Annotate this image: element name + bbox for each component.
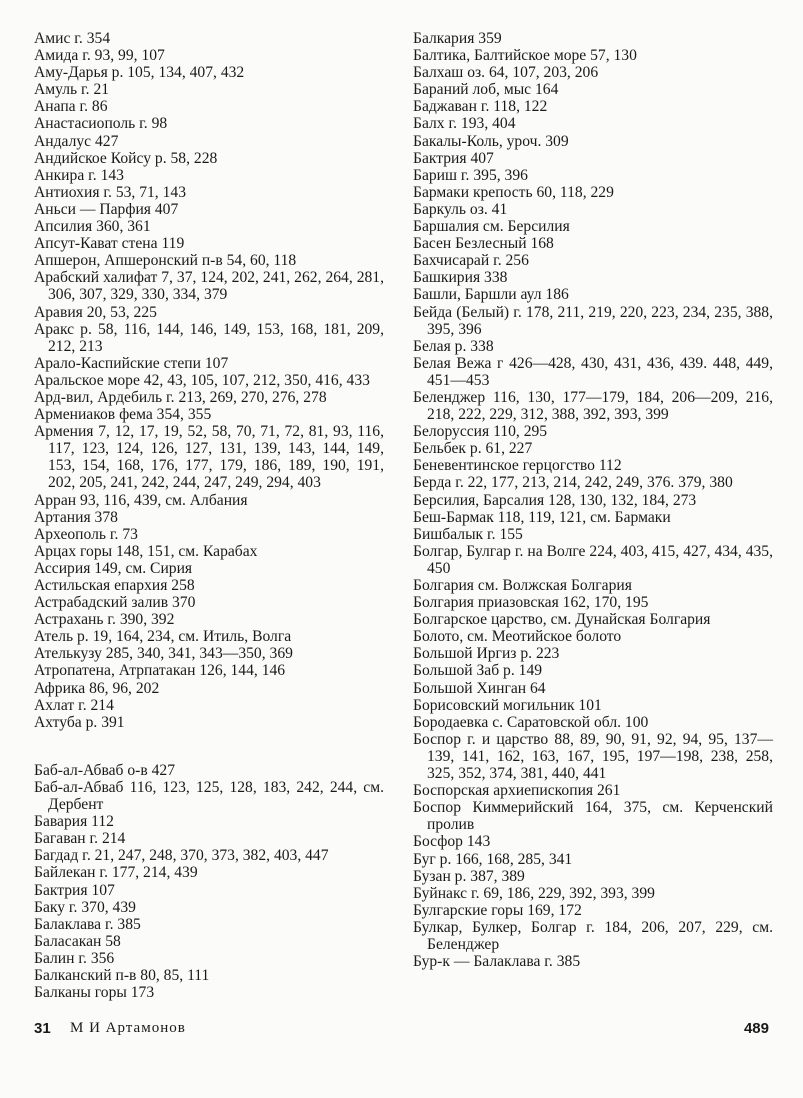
- index-entry: Белая р. 338: [413, 337, 494, 355]
- index-entry: Беш-Бармак 118, 119, 121, см. Бармаки: [413, 508, 671, 526]
- index-entry: Болото, см. Меотийское болото: [413, 628, 622, 646]
- index-entry: Бактрия 107: [34, 881, 115, 899]
- index-entry: Баркуль оз. 41: [413, 200, 508, 218]
- index-entry: Бариш г. 395, 396: [413, 166, 528, 184]
- index-entry: Боспорская архиепископия 261: [413, 782, 621, 800]
- index-entry: Аму-Дарья р. 105, 134, 407, 432: [34, 64, 245, 82]
- index-entry: Баджаван г. 118, 122: [413, 98, 548, 116]
- index-entry: Астрабадский залив 370: [34, 594, 196, 612]
- index-entry: Багаван г. 214: [34, 830, 126, 848]
- index-entry: Белая Вежа г 426—428, 430, 431, 436, 439. 448, 449, 451—453: [413, 354, 773, 389]
- index-entry: Балин г. 356: [34, 949, 115, 967]
- index-entry: Болгарское царство, см. Дунайская Болгария: [413, 611, 711, 629]
- index-entry: Бахчисарай г. 256: [413, 252, 529, 270]
- page-footer: [34, 1020, 769, 1044]
- index-entry: Бейда (Белый) г. 178, 211, 219, 220, 223, 234, 235, 388, 395, 396: [413, 303, 773, 338]
- index-entry: Боспор г. и царство 88, 89, 90, 91, 92, 94, 95, 137—139, 141, 162, 163, 167, 195, 197—198, 238, 258, 325, 352, 374, 381, 440, 441: [413, 730, 773, 783]
- index-entry: Башли, Баршли аул 186: [413, 286, 569, 304]
- index-entry: Апшерон, Апшеронский п-в 54, 60, 118: [34, 252, 297, 270]
- right-column: [413, 30, 773, 970]
- page-number: 489: [743, 1020, 769, 1037]
- index-entry: Болгария приазовская 162, 170, 195: [413, 594, 649, 612]
- index-entry: Бузан р. 387, 389: [413, 867, 525, 885]
- index-entry: Болгария см. Волжская Болгария: [413, 577, 632, 594]
- index-entry: Бельбек р. 61, 227: [413, 440, 533, 458]
- index-entry: Апсут-Кават стена 119: [34, 235, 185, 253]
- index-entry: Ателькузу 285, 340, 341, 343—350, 369: [34, 645, 293, 663]
- index-entry: Бавария 112: [34, 813, 114, 831]
- index-entry: Балканский п-в 80, 85, 111: [34, 966, 210, 984]
- index-entry: Армения 7, 12, 17, 19, 52, 58, 70, 71, 72, 81, 93, 116, 117, 123, 124, 126, 127, 131, 139, 143, 144, 149, 153, 154, 168, 176, 177, 179, 186, 189, 190, 191, 202, 205, 241, 242, 244, 247, 249, 294, 403: [34, 423, 384, 492]
- index-entry: Балтика, Балтийское море 57, 130: [413, 47, 637, 65]
- index-entry: Апсилия 360, 361: [34, 218, 151, 236]
- index-entry: Басен Безлесный 168: [413, 235, 554, 253]
- index-entry: Беленджер 116, 130, 177—179, 184, 206—209, 216, 218, 222, 229, 312, 388, 392, 393, 399: [413, 388, 773, 424]
- index-entry: Башкирия 338: [413, 269, 508, 287]
- index-entry: Андийское Койсу р. 58, 228: [34, 149, 218, 167]
- index-entry: Ассирия 149, см. Сирия: [34, 559, 193, 577]
- index-entry: Босфор 143: [413, 833, 491, 851]
- index-entry: Андалус 427: [34, 132, 119, 150]
- index-entry: Ахлат г. 214: [34, 696, 114, 714]
- index-entry: Бараний лоб, мыс 164: [413, 81, 559, 99]
- index-entry: Балаклава г. 385: [34, 915, 141, 933]
- index-entry: Берда г. 22, 177, 213, 214, 242, 249, 376. 379, 380: [413, 474, 733, 492]
- index-entry: Беневентинское герцогство 112: [413, 457, 622, 475]
- index-entry: Булкар, Булкер, Болгар г. 184, 206, 207, 229, см. Беленджер: [413, 918, 773, 953]
- index-entry: Артания 378: [34, 508, 118, 526]
- index-entry: Байлекан г. 177, 214, 439: [34, 864, 198, 882]
- index-entry: Баку г. 370, 439: [34, 898, 136, 916]
- index-entry: Баб-ал-Абваб о-в 427: [34, 761, 175, 779]
- index-entry: Баршалия см. Берсилия: [413, 218, 570, 236]
- index-entry: Астрахань г. 390, 392: [34, 611, 175, 629]
- index-entry: Анапа г. 86: [34, 98, 108, 116]
- index-entry: Аральское море 42, 43, 105, 107, 212, 350, 416, 433: [34, 371, 370, 389]
- index-entry: Бармаки крепость 60, 118, 229: [413, 183, 614, 201]
- index-section-a: [34, 30, 384, 731]
- index-entry: Астильская епархия 258: [34, 577, 195, 594]
- index-entry: Бактрия 407: [413, 149, 494, 167]
- index-entry: Аньси — Парфия 407: [34, 200, 179, 218]
- index-entry: Амида г. 93, 99, 107: [34, 47, 165, 65]
- index-entry: Амуль г. 21: [34, 81, 110, 99]
- index-entry: Арабский халифат 7, 37, 124, 202, 241, 262, 264, 281, 306, 307, 329, 330, 334, 379: [34, 269, 384, 304]
- index-entry: Боспор Киммерийский 164, 375, см. Керченский пролив: [413, 799, 773, 834]
- index-entry: Ард-вил, Ардебиль г. 213, 269, 270, 276, 278: [34, 388, 327, 406]
- index-entry: Атропатена, Атрпатакан 126, 144, 146: [34, 662, 286, 680]
- index-entry: Ахтуба р. 391: [34, 713, 125, 731]
- index-entry: Антиохия г. 53, 71, 143: [34, 183, 186, 201]
- index-entry: Булгарские горы 169, 172: [413, 901, 582, 919]
- index-entry: Бур-к — Балаклава г. 385: [413, 953, 581, 971]
- index-entry: Бородаевка с. Саратовской обл. 100: [413, 713, 649, 731]
- index-entry: Африка 86, 96, 202: [34, 679, 160, 697]
- index-entry: Анастасиополь г. 98: [34, 115, 168, 133]
- index-entry: Анкира г. 143: [34, 166, 124, 184]
- index-entry: Балхаш оз. 64, 107, 203, 206: [413, 64, 599, 82]
- index-entry: Бишбалык г. 155: [413, 525, 523, 543]
- index-entry: Арран 93, 116, 439, см. Албания: [34, 491, 248, 509]
- index-section-b: [34, 762, 384, 1001]
- index-entry: Армениаков фема 354, 355: [34, 406, 212, 424]
- signature-number: 31: [34, 1020, 51, 1037]
- left-column: [34, 30, 384, 1001]
- index-entry: Большой Хинган 64: [413, 679, 546, 697]
- index-entry: Борисовский могильник 101: [413, 696, 602, 714]
- index-entry: Арало-Каспийские степи 107: [34, 354, 229, 372]
- index-entry: Балкария 359: [413, 30, 502, 47]
- index-entry: Балканы горы 173: [34, 984, 155, 1002]
- index-entry: Амис г. 354: [34, 30, 111, 47]
- index-entry: Белоруссия 110, 295: [413, 423, 548, 441]
- section-gap: [34, 731, 384, 762]
- signature-author: М И Артамонов: [70, 1020, 186, 1036]
- index-entry: Болгар, Булгар г. на Волге 224, 403, 415, 427, 434, 435, 450: [413, 542, 773, 577]
- index-entry: Буг р. 166, 168, 285, 341: [413, 850, 573, 868]
- index-entry: Баб-ал-Абваб 116, 123, 125, 128, 183, 242, 244, см. Дербент: [34, 778, 384, 814]
- index-entry: Багдад г. 21, 247, 248, 370, 373, 382, 403, 447: [34, 847, 329, 865]
- index-entry: Арцах горы 148, 151, см. Карабах: [34, 542, 258, 560]
- index-entry: Берсилия, Барсалия 128, 130, 132, 184, 273: [413, 491, 697, 509]
- index-entry: Аракс р. 58, 116, 144, 146, 149, 153, 168, 181, 209, 212, 213: [34, 320, 384, 355]
- index-entry: Бакалы-Коль, уроч. 309: [413, 132, 569, 150]
- index-entry: Большой Иргиз р. 223: [413, 645, 560, 663]
- index-entry: Балх г. 193, 404: [413, 115, 516, 133]
- index-entry: Аравия 20, 53, 225: [34, 303, 157, 321]
- index-entry: Большой Заб р. 149: [413, 662, 543, 680]
- index-entry: Атель р. 19, 164, 234, см. Итиль, Волга: [34, 628, 292, 646]
- index-entry: Археополь г. 73: [34, 525, 138, 543]
- index-entry: Баласакан 58: [34, 932, 121, 950]
- index-entry: Буйнакс г. 69, 186, 229, 392, 393, 399: [413, 884, 655, 902]
